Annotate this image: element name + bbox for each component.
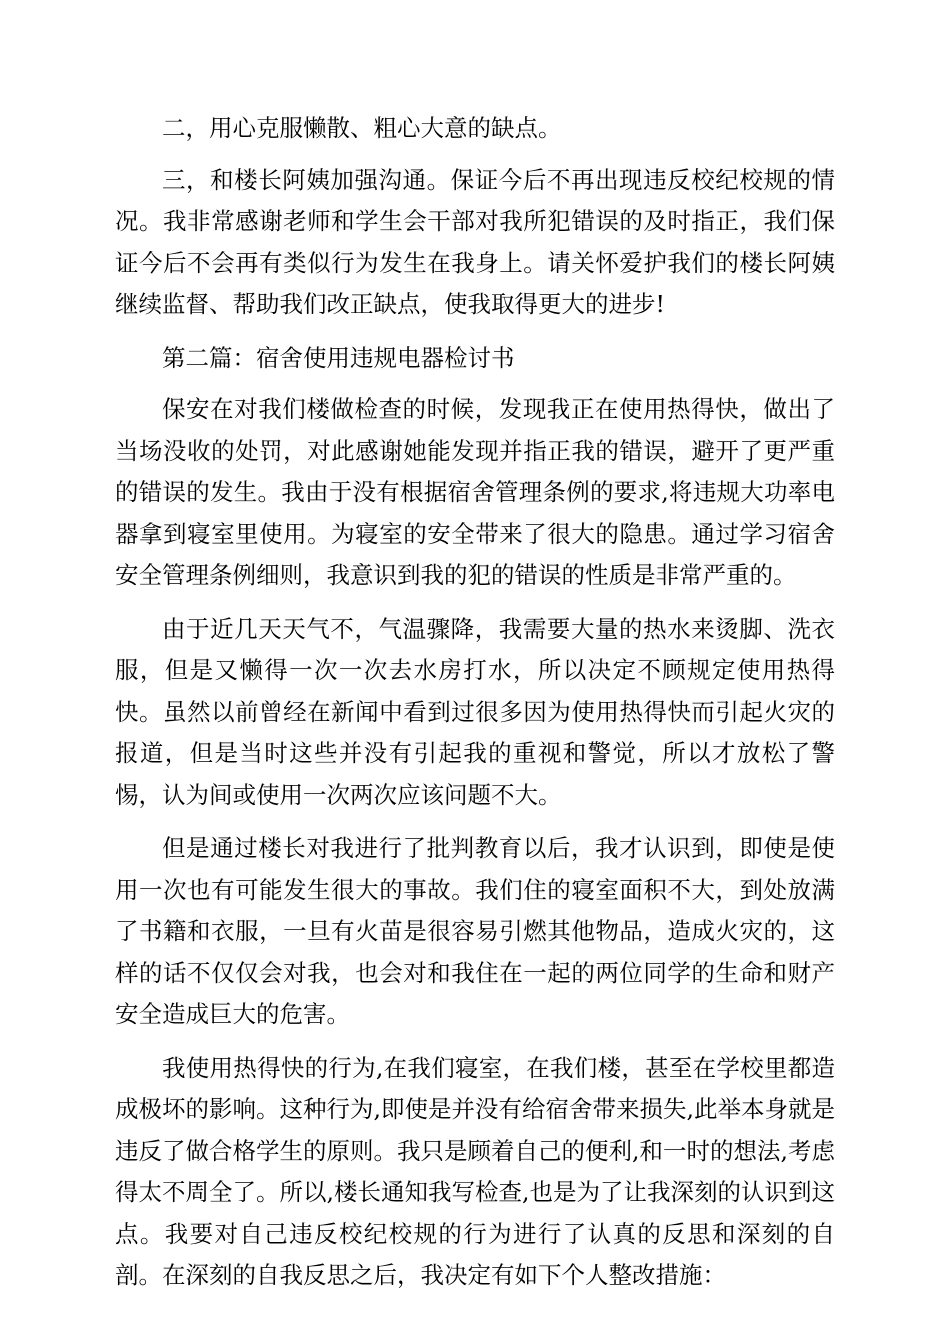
document-page: [115, 108, 835, 1309]
paragraph-body-1: 保安在对我们楼做检查的时候，发现我正在使用热得快，做出了当场没收的处罚，对此感谢她能发现并指正我的错误，避开了更严重的错误的发生。我由于没有根据宿舍管理条例的要求,将违规大功率电器拿到寝室里使用。为寝室的安全带来了很大的隐患。通过学习宿舍安全管理条例细则，我意识到我的犯的错误的性质是非常严重的。: [115, 395, 835, 589]
paragraph-body-2: 由于近几天天气不，气温骤降，我需要大量的热水来烫脚、洗衣服，但是又懒得一次一次去水房打水，所以决定不顾规定使用热得快。虽然以前曾经在新闻中看到过很多因为使用热得快而引起火灾的报道，但是当时这些并没有引起我的重视和警觉，所以才放松了警惕，认为间或使用一次两次应该问题不大。: [115, 614, 835, 809]
paragraph-item-two: 二，用心克服懒散、粗心大意的缺点。: [162, 114, 562, 142]
paragraph-item-three: 三，和楼长阿姨加强沟通。保证今后不再出现违反校纪校规的情况。我非常感谢老师和学生会干部对我所犯错误的及时指正，我们保证今后不会再有类似行为发生在我身上。请关怀爱护我们的楼长阿姨继续监督、帮助我们改正缺点，使我取得更大的进步!: [115, 165, 835, 318]
paragraph-body-4: 我使用热得快的行为,在我们寝室，在我们楼，甚至在学校里都造成极坏的影响。这种行为,即使是并没有给宿舍带来损失,此举本身就是违反了做合格学生的原则。我只是顾着自己的便利,和一时的想法,考虑得太不周全了。所以,楼长通知我写检查,也是为了让我深刻的认识到这点。我要对自己违反校纪校规的行为进行了认真的反思和深刻的自剖。在深刻的自我反思之后，我决定有如下个人整改措施：: [115, 1053, 835, 1289]
paragraph-body-3: 但是通过楼长对我进行了批判教育以后，我才认识到，即使是使用一次也有可能发生很大的事故。我们住的寝室面积不大，到处放满了书籍和衣服，一旦有火苗是很容易引燃其他物品，造成火灾的，这样的话不仅仅会对我，也会对和我住在一起的两位同学的生命和财产安全造成巨大的危害。: [115, 834, 835, 1028]
section-heading: 第二篇：宿舍使用违规电器检讨书: [162, 343, 515, 372]
